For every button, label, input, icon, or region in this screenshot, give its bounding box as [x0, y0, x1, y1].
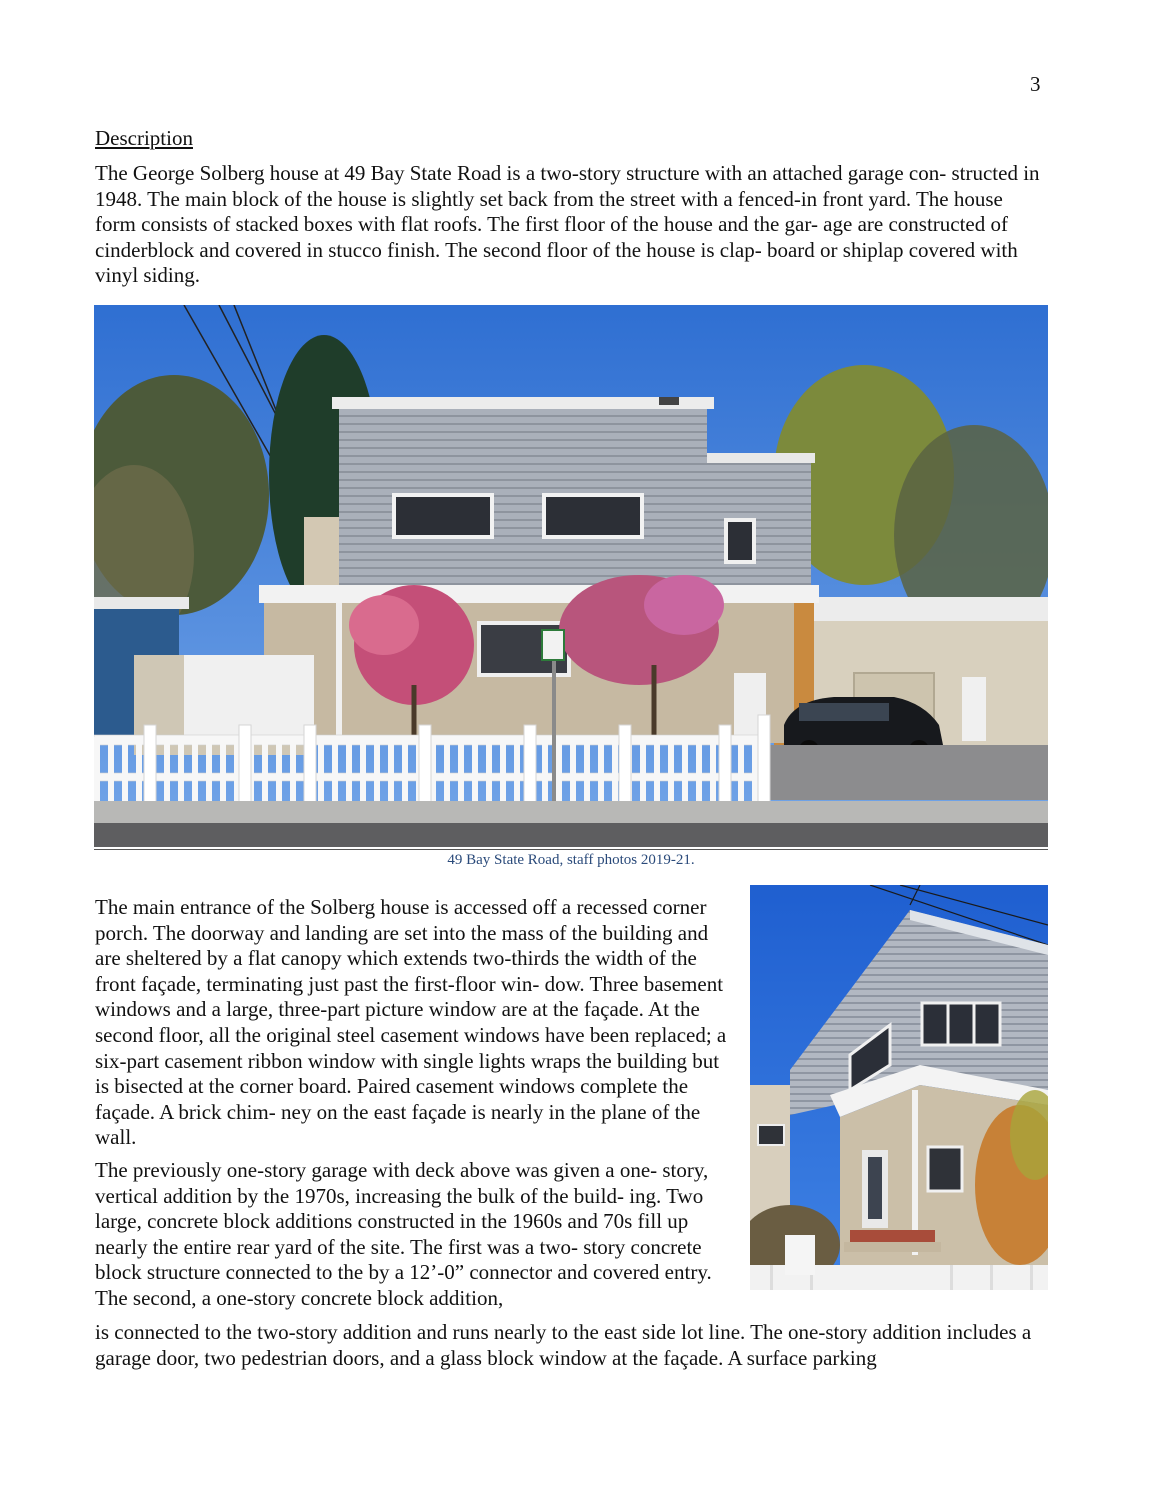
house-street-photo	[94, 305, 1048, 847]
photo-caption: 49 Bay State Road, staff photos 2019-21.	[447, 852, 695, 868]
paragraph-addition: is connected to the two-story addition and runs nearly to the east side lot line. The one-story addition includes a garage door, two pedestrian doors, and a glass block window at the façade. A surface parking	[95, 1320, 1032, 1370]
house-corner-photo	[750, 885, 1048, 1290]
page-number: 3	[1030, 72, 1041, 96]
section-heading: Description	[95, 126, 193, 150]
paragraph-intro: The George Solberg house at 49 Bay State Road is a two-story structure with an attached garage con- structed in 1948. The main block of the house is slightly set back from the street with a fenced-in front yard. The house form consists of stacked boxes with flat roofs. The first floor of the house and the gar- age are constructed of cinderblock and covered in stucco finish. The second floor of the house is clap- board or shiplap covered with vinyl siding.	[95, 161, 1040, 288]
paragraph-entrance: The main entrance of the Solberg house is accessed off a recessed corner porch. The doorway and landing are set into the mass of the building and are sheltered by a flat canopy which extends two-thirds the width of the front façade, terminating just past the first-floor win- dow. Three basement windows and a large, three-part picture window are at the façade. At the second floor, all the original steel casement windows have been replaced; a six-part casement ribbon window with single lights wraps the building but is bisected at the corner board. Paired casement windows complete the façade. A brick chim- ney on the east façade is nearly in the plane of the wall.	[95, 895, 727, 1150]
caption-divider	[94, 849, 1048, 850]
paragraph-garage: The previously one-story garage with deck above was given a one- story, vertical addition by the 1970s, increasing the bulk of the build- ing. Two large, concrete block additions constructed in the 1960s and 70s fill up nearly the entire rear yard of the site. The first was a two- story concrete block structure connected to the by a 12’-0” connector and covered entry. The second, a one-story concrete block addition,	[95, 1158, 712, 1310]
